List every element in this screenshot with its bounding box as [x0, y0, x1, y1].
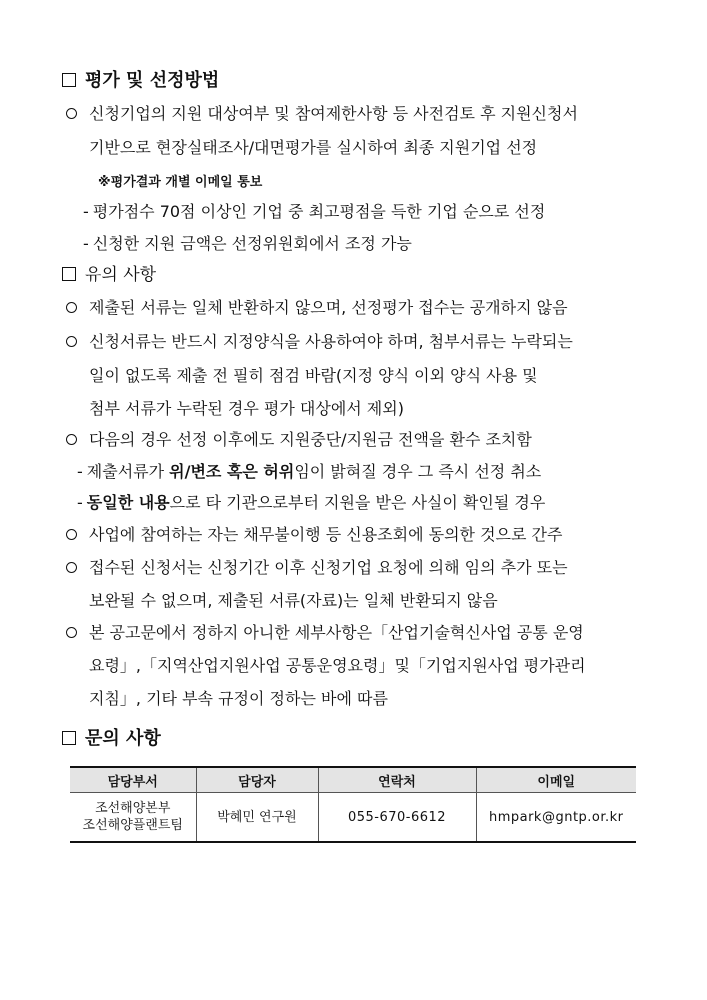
circle-bullet-icon: [66, 302, 77, 313]
bullet-text: 본 공고문에서 정하지 아니한 세부사항은「산업기술혁신사업 공통 운영: [89, 623, 584, 642]
dash-item: - 제출서류가 위/변조 혹은 허위임이 밝혀질 경우 그 즉시 선정 취소: [77, 462, 542, 481]
dash-item: - 동일한 내용으로 타 기관으로부터 지원을 받은 사실이 확인될 경우: [77, 493, 546, 512]
bullet-item: [66, 429, 532, 451]
bullet-text: 접수된 신청서는 신청기간 이후 신청기업 요청에 의해 임의 추가 또는: [89, 558, 568, 577]
header-person: 담당자: [196, 767, 318, 793]
bullet-continuation: 일이 없도록 제출 전 필히 점검 바람(지정 양식 이외 양식 사용 및: [89, 366, 538, 385]
bullet-item: [66, 557, 568, 579]
bullet-item: [66, 331, 573, 353]
dept-line: 조선해양플랜트팀: [82, 818, 183, 833]
emphasis-text: 위/변조 혹은 허위: [169, 462, 295, 481]
circle-bullet-icon: [66, 627, 77, 638]
circle-bullet-icon: [66, 336, 77, 347]
bullet-item: [66, 524, 562, 546]
bullet-item: [66, 103, 578, 125]
table-row: [70, 793, 636, 843]
section-title-text: 유의 사항: [85, 265, 157, 285]
bullet-continuation: 첨부 서류가 누락된 경우 평가 대상에서 제외): [89, 399, 404, 418]
section-title-evaluation: [62, 70, 219, 92]
circle-bullet-icon: [66, 434, 77, 445]
cell-phone: 055-670-6612: [318, 793, 476, 843]
note-text: ※평가결과 개별 이메일 통보: [98, 175, 263, 190]
dash-item: - 신청한 지원 금액은 선정위원회에서 조정 가능: [83, 234, 412, 253]
section-title-text: 문의 사항: [85, 728, 161, 749]
section-title-text: 평가 및 선정방법: [85, 70, 220, 91]
table-header-row: [70, 767, 636, 793]
cell-person: 박혜민 연구원: [196, 793, 318, 843]
bullet-text: 신청기업의 지원 대상여부 및 참여제한사항 등 사전검토 후 지원신청서: [89, 104, 578, 123]
cell-email[interactable]: hmpark@gntp.or.kr: [476, 793, 636, 843]
square-bullet-icon: [62, 731, 76, 745]
circle-bullet-icon: [66, 108, 77, 119]
bullet-continuation: 보완될 수 없으며, 제출된 서류(자료)는 일체 반환되지 않음: [89, 591, 498, 610]
bullet-item: [66, 297, 568, 319]
bullet-item: [66, 622, 584, 644]
bullet-text: 제출된 서류는 일체 반환하지 않으며, 선정평가 접수는 공개하지 않음: [89, 298, 568, 317]
bullet-text: 사업에 참여하는 자는 채무불이행 등 신용조회에 동의한 것으로 간주: [89, 525, 563, 544]
bullet-continuation: 기반으로 현장실태조사/대면평가를 실시하여 최종 지원기업 선정: [89, 138, 538, 157]
square-bullet-icon: [62, 267, 76, 281]
dash-text: 평가점수 70점 이상인 기업 중 최고평점을 득한 기업 순으로 선정: [92, 202, 546, 221]
header-phone: 연락처: [318, 767, 476, 793]
bullet-continuation: 지침」, 기타 부속 규정이 정하는 바에 따름: [89, 689, 388, 708]
contact-table: [70, 766, 636, 843]
header-dept: 담당부서: [70, 767, 196, 793]
bullet-text: 신청서류는 반드시 지정양식을 사용하여야 하며, 첨부서류는 누락되는: [89, 332, 573, 351]
dash-text: 으로 타 기관으로부터 지원을 받은 사실이 확인될 경우: [169, 493, 546, 512]
dash-text: 신청한 지원 금액은 선정위원회에서 조정 가능: [92, 234, 412, 253]
bullet-text: 다음의 경우 선정 이후에도 지원중단/지원금 전액을 환수 조치함: [89, 430, 532, 449]
header-email: 이메일: [476, 767, 636, 793]
emphasis-text: 동일한 내용: [86, 493, 170, 512]
dash-text: 제출서류가: [86, 462, 170, 481]
dash-item: - 평가점수 70점 이상인 기업 중 최고평점을 득한 기업 순으로 선정: [83, 202, 546, 221]
dept-line: 조선해양본부: [95, 801, 171, 816]
section-title-notice: [62, 264, 156, 286]
circle-bullet-icon: [66, 562, 77, 573]
square-bullet-icon: [62, 73, 76, 87]
dash-text: 임이 밝혀질 경우 그 즉시 선정 취소: [294, 462, 542, 481]
circle-bullet-icon: [66, 529, 77, 540]
cell-dept: [70, 793, 196, 843]
bullet-continuation: 요령」,「지역산업지원사업 공통운영요령」및「기업지원사업 평가관리: [89, 656, 586, 675]
section-title-inquiry: [62, 728, 161, 750]
